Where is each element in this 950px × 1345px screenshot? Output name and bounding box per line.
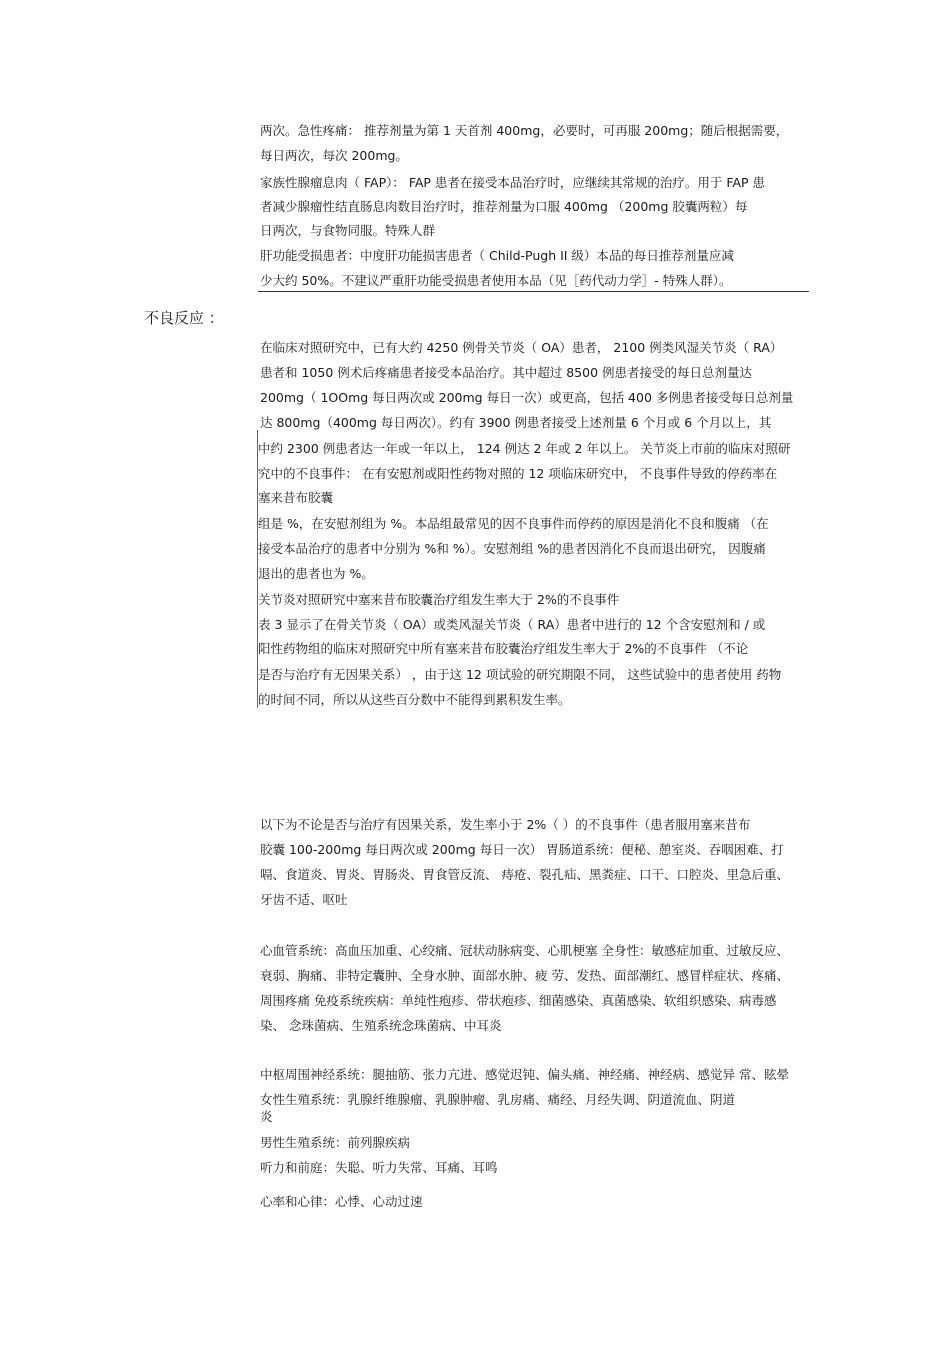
adverse-line: 接受本品治疗的患者中分别为 %和 %）。安慰剂组 %的患者因消化不良而退出研究， 因腹痛 — [258, 541, 766, 556]
adverse-line: 炎 — [260, 1109, 273, 1124]
dosage-line: 少大约 50%。不建议严重肝功能受损患者使用本品（见［药代动力学］- 特殊人群）。 — [260, 273, 732, 288]
adverse-line: 塞来昔布胶囊 — [258, 490, 334, 505]
adverse-line: 退出的患者也为 %。 — [258, 566, 374, 581]
adverse-line: 关节炎对照研究中塞来昔布胶囊治疗组发生率大于 2%的不良事件 — [258, 592, 620, 607]
adverse-line: 在临床对照研究中，已有大约 4250 例骨关节炎（ OA）患者， 2100 例类风湿关节炎（ RA） — [260, 340, 783, 355]
dosage-line: 者减少腺瘤性结直肠息肉数目治疗时，推荐剂量为口服 400mg （200mg 胶囊两粒）每 — [260, 199, 748, 214]
adverse-line: 阳性药物组的临床对照研究中所有塞来昔布胶囊治疗组发生率大于 2%的不良事件 （不论 — [258, 641, 749, 656]
adverse-line: 男性生殖系统：前列腺疾病 — [260, 1135, 411, 1150]
adverse-line: 中枢周围神经系统：腿抽筋、张力亢进、感觉迟钝、偏头痛、神经痛、神经病、感觉异 常、眩晕 — [260, 1067, 789, 1082]
adverse-line: 心率和心律：心悸、心动过速 — [260, 1194, 423, 1209]
dosage-line: 每日两次，每次 200mg。 — [260, 148, 408, 163]
adverse-line: 达 800mg（400mg 每日两次）。约有 3900 例患者接受上述剂量 6 个月或 6 个月以上，其 — [260, 415, 772, 430]
adverse-line: 心血管系统：高血压加重、心绞痛、冠状动脉病变、心肌梗塞 全身性：敏感症加重、过敏反应、 — [260, 943, 789, 958]
adverse-line: 组是 %，在安慰剂组为 %。本品组最常见的因不良事件而停药的原因是消化不良和腹痛 （在 — [258, 516, 769, 531]
adverse-line: 200mg（ 1OOmg 每日两次或 200mg 每日一次）或更高，包括 400 多例患者接受每日总剂量 — [260, 390, 794, 405]
dosage-line: 肝功能受损患者：中度肝功能损害患者（ Child-Pugh II 级）本品的每日推荐剂量应减 — [260, 248, 734, 263]
section-divider — [258, 291, 809, 292]
section-heading-adverse-reactions: 不良反应 ： — [144, 309, 224, 327]
adverse-line: 胶囊 100-200mg 每日两次或 200mg 每日一次） 胃肠道系统：便秘、憩室炎、吞咽困难、打 — [260, 842, 784, 857]
dosage-line: 日两次，与食物同服。特殊人群 — [260, 223, 436, 238]
adverse-line: 表 3 显示了在骨关节炎（ OA）或类风湿关节炎（ RA）患者中进行的 12 个含安慰剂和 / 或 — [258, 617, 766, 632]
adverse-line: 听力和前庭：失聪、听力失常、耳痛、耳鸣 — [260, 1160, 498, 1175]
dosage-line: 家族性腺瘤息肉（ FAP）： FAP 患者在接受本品治疗时，应继续其常规的治疗。用于 FAP 患 — [260, 175, 766, 190]
adverse-line: 牙齿不适、呕吐 — [260, 892, 348, 907]
dosage-line: 两次。急性疼痛： 推荐剂量为第 1 天首剂 400mg，必要时，可再服 200mg；随后根据需要， — [260, 123, 789, 138]
adverse-line: 染、 念珠菌病、生殖系统念珠菌病、中耳炎 — [260, 1018, 502, 1033]
adverse-line: 嗝、食道炎、胃炎、胃肠炎、胃食管反流、 痔疮、裂孔疝、黑粪症、口干、口腔炎、里急后重、 — [260, 867, 789, 882]
adverse-line: 中约 2300 例患者达一年或一年以上， 124 例达 2 年或 2 年以上。 关节炎上市前的临床对照研 — [258, 441, 791, 456]
adverse-line: 以下为不论是否与治疗有因果关系，发生率小于 2%（ ）的不良事件（患者服用塞来昔布 — [260, 817, 751, 832]
adverse-line: 周围疼痛 免疫系统疾病：单纯性疱疹、带状疱疹、细菌感染、真菌感染、软组织感染、病毒感 — [260, 993, 777, 1008]
adverse-line: 患者和 1050 例术后疼痛患者接受本品治疗。其中超过 8500 例患者接受的每日总剂量达 — [260, 365, 753, 380]
adverse-line: 究中的不良事件： 在有安慰剂或阳性药物对照的 12 项临床研究中， 不良事件导致的停药率在 — [258, 466, 778, 481]
adverse-line: 女性生殖系统：乳腺纤维腺瘤、乳腺肿瘤、乳房痛、痛经、月经失调、阴道流血、阴道 — [260, 1092, 736, 1107]
adverse-line: 衰弱、胸痛、非特定囊肿、全身水肿、面部水肿、疲 劳、发热、面部潮红、感冒样症状、疼痛、 — [260, 968, 789, 983]
adverse-line: 的时间不同，所以从这些百分数中不能得到累积发生率。 — [258, 692, 571, 707]
adverse-line: 是否与治疗有无因果关系） ，由于这 12 项试验的研究期限不同， 这些试验中的患者使用 药物 — [258, 667, 782, 682]
